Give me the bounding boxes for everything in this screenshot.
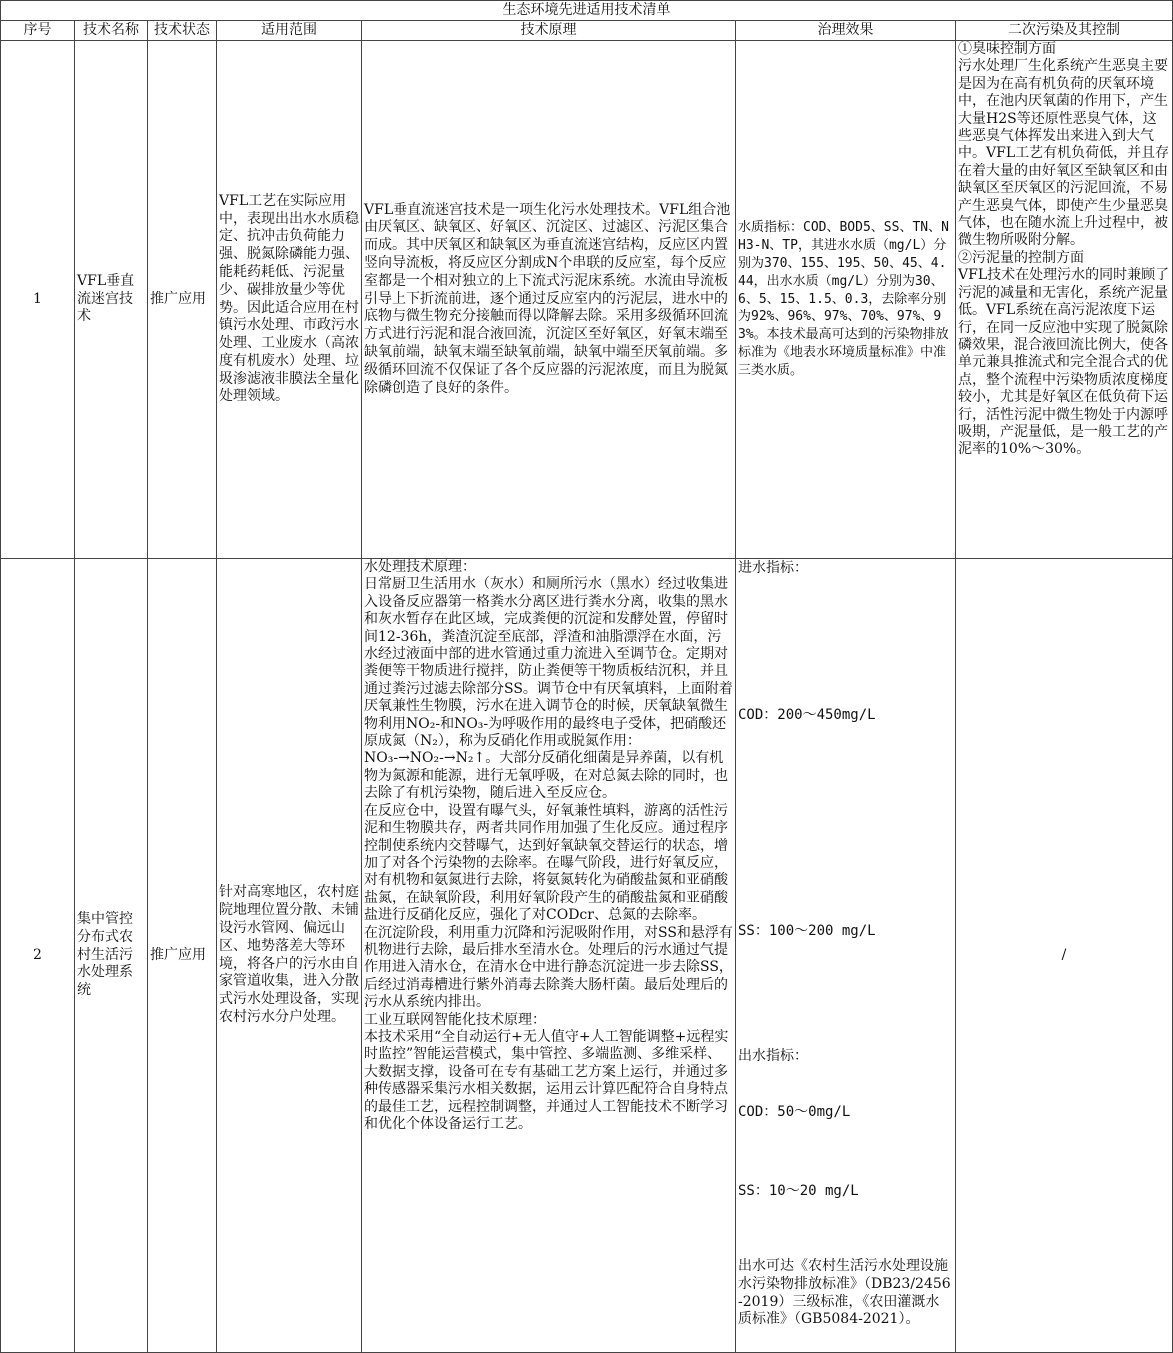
table-row — [1, 41, 1173, 559]
cell-pollution: / — [956, 559, 1173, 1353]
cell-name: VFL垂直流迷宫技术 — [75, 41, 148, 559]
pollution-sludge-heading: ②污泥量的控制方面 — [958, 249, 1084, 266]
cell-status: 推广应用 — [148, 41, 217, 559]
header-principle: 技术原理 — [362, 21, 736, 41]
header-name: 技术名称 — [75, 21, 148, 41]
principle-paragraph-1: 日常厨卫生活用水（灰水）和厕所污水（黑水）经过收集进入设备反应器第一格粪水分离区进行粪水分离，收集的黑水和灰水暂存在此区域，完成粪便的沉淀和发酵处置，停留时间12-36h，粪渣沉淀至底部，浮渣和油脂漂浮在水面，污水经过液面中部的进水管通过重力流进入至调节仓。定期对粪便等干物质进行搅拌，防止粪便等干物质板结沉积，并且通过粪污过滤去除部分SS。调节仓中有厌氧填料，上面附着厌氧兼性生物膜，污水在进入调节仓的时候，厌氧缺氧微生物利用NO₂-和NO₃-为呼吸作用的最终电子受体，把硝酸还原成氮（N₂），称为反硝化作用或脱氮作用： — [364, 576, 733, 750]
principle-iot-heading: 工业互联网智能化技术原理： — [364, 1011, 546, 1028]
cell-pollution — [956, 41, 1173, 559]
cell-principle — [362, 559, 736, 1353]
effect-outflow-ss: SS：10～20 mg/L — [738, 1183, 859, 1199]
header-pollution: 二次污染及其控制 — [956, 21, 1173, 41]
header-row — [1, 21, 1173, 41]
cell-principle: VFL垂直流迷宫技术是一项生化污水处理技术。VFL组合池由厌氧区、缺氧区、好氧区、沉淀区、过滤区、污泥区集合而成。其中厌氧区和缺氧区为垂直流迷宫结构，反应区内置竖向导流板，将反应区分割成N个串联的反应室，每个反应室都是一个相对独立的上下流式污泥床系统。水流由导流板引导上下折流前进，逐个通过反应室内的污泥层，进水中的底物与微生物充分接触而得以降解去除。采用多级循环回流方式进行污泥和混合液回流，沉淀区至好氧区，好氧末端至缺氧前端，缺氧末端至缺氧前端，缺氧中端至厌氧前端。多级循环回流不仅保证了各个反应器的污泥浓度，而且为脱氮除磷创造了良好的条件。 — [362, 41, 736, 559]
effect-inflow-ss: SS：100～200 mg/L — [738, 923, 876, 939]
pollution-odor-heading: ①臭味控制方面 — [958, 41, 1056, 57]
table-title: 生态环境先进适用技术清单 — [1, 1, 1173, 21]
principle-paragraph-2: NO₃-→NO₂-→N₂↑。大部分反硝化细菌是异养菌，以有机物为氮源和能源，进行无氧呼吸，在对总氮去除的同时，也去除了有机污染物，随后进入至反应仓。 — [364, 750, 728, 802]
table-row — [1, 559, 1173, 1353]
cell-effect: 水质指标：COD、BOD5、SS、TN、NH3-N、TP，其进水水质（mg/L）分别为370、155、195、50、45、4.44，出水水质（mg/L）分别为30、6、5、15、1.5、0.3，去除率分别为92%、96%、97%、70%、97%、93%。本技术最高可达到的污染物排放标准为《地表水环境质量标准》中准三类水质。 — [736, 41, 956, 559]
effect-inflow-heading: 进水指标： — [738, 560, 808, 576]
cell-status: 推广应用 — [148, 559, 217, 1353]
cell-scope: 针对高寒地区，农村庭院地理位置分散、未铺设污水管网、偏远山区、地势落差大等环境，将各户的污水由自家管道收集，进入分散式污水处理设备，实现农村污水分户处理。 — [217, 559, 362, 1353]
cell-scope: VFL工艺在实际应用中，表现出出水水质稳定、抗冲击负荷能力强、脱氮除磷能力强、能耗药耗低、污泥量少、碳排放量少等优势。因此适合应用在村镇污水处理、市政污水处理、工业废水（高浓度有机废水）处理、垃圾渗滤液非膜法全量化处理领域。 — [217, 41, 362, 559]
cell-seq: 2 — [1, 559, 75, 1353]
effect-standard: 出水可达《农村生活污水处理设施水污染物排放标准》（DB23/2456-2019）三级标准，《农田灌溉水质标准》（GB5084-2021）。 — [738, 1258, 951, 1328]
effect-outflow-cod: COD：50～0mg/L — [738, 1104, 851, 1120]
principle-paragraph-5: 本技术采用“全自动运行+无人值守+人工智能调整+远程实时监控”智能运营模式，集中管控、多端监测、多维采样、大数据支撑，设备可在专有基础工艺方案上运行，并通过多种传感器采集污水相关数据，运用云计算匹配符合自身特点的最佳工艺，远程控制调整，并通过人工智能技术不断学习和优化个体设备运行工艺。 — [364, 1028, 729, 1132]
principle-paragraph-4: 在沉淀阶段，利用重力沉降和污泥吸附作用，对SS和悬浮有机物进行去除，最后排水至清水仓。处理后的污水通过气提作用进入清水仓，在清水仓中进行静态沉淀进一步去除SS，后经过消毒槽进行紫外消毒去除粪大肠杆菌。最后处理后的污水从系统内排出。 — [364, 924, 733, 1011]
header-status: 技术状态 — [148, 21, 217, 41]
header-effect: 治理效果 — [736, 21, 956, 41]
principle-paragraph-3: 在反应仓中，设置有曝气头，好氧兼性填料，游离的活性污泥和生物膜共存，两者共同作用加强了生化反应。通过程序控制使系统内交替曝气，达到好氧缺氧交替运行的状态，增加了对各个污染物的去除率。在曝气阶段，进行好氧反应，对有机物和氨氮进行去除，将氨氮转化为硝酸盐氮和亚硝酸盐氮，在缺氧阶段，利用好氧阶段产生的硝酸盐氮和亚硝酸盐进行反硝化反应，强化了对CODcr、总氮的去除率。 — [364, 802, 728, 924]
cell-name: 集中管控分布式农村生活污水处理系统 — [75, 559, 148, 1353]
effect-inflow-cod: COD：200～450mg/L — [738, 707, 876, 723]
effect-outflow-heading: 出水指标： — [738, 1048, 808, 1064]
header-scope: 适用范围 — [217, 21, 362, 41]
cell-seq: 1 — [1, 41, 75, 559]
principle-water-heading: 水处理技术原理： — [364, 559, 476, 575]
pollution-odor-text: 污水处理厂生化系统产生恶臭主要是因为在高有机负荷的厌氧环境中，在池内厌氧菌的作用下，产生大量H2S等还原性恶臭气体，这些恶臭气体挥发出来进入到大气中。VFL工艺有机负荷低，并且存在着大量的由好氧区至缺氧区和由缺氧区至厌氧区的污泥回流，不易产生恶臭气体，即使产生少量恶臭气体，也在随水流上升过程中，被微生物所吸附分解。 — [958, 58, 1170, 249]
header-seq: 序号 — [1, 21, 75, 41]
cell-effect — [736, 559, 956, 1353]
pollution-sludge-text: VFL技术在处理污水的同时兼顾了污泥的减量和无害化，系统产泥量低。VFL系统在高污泥浓度下运行，在同一反应池中实现了脱氮除磷效果，混合液回流比例大，使各单元兼具推流式和完全混合式的优点，整个流程中污染物质浓度梯度较小，尤其是好氧区在低负荷下运行，活性污泥中微生物处于内源呼吸期，产泥量低，是一般工艺的产泥率的10%～30%。 — [958, 267, 1170, 458]
